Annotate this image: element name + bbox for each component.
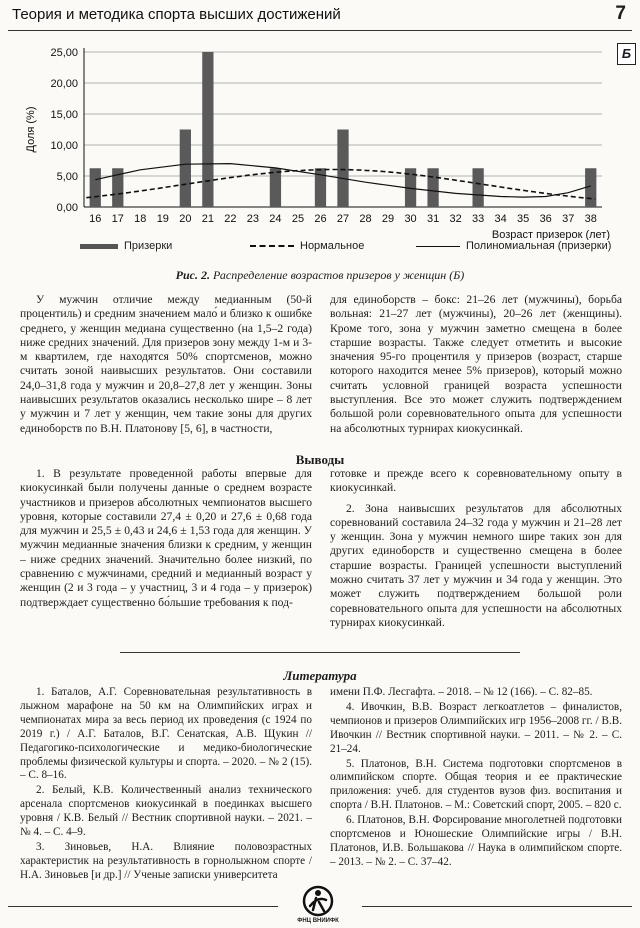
- x-tick-label: 18: [134, 213, 147, 225]
- bar: [202, 52, 213, 207]
- reference-continuation: имени П.Ф. Лесгафта. – 2018. – № 12 (166). – С. 82–85.: [330, 686, 593, 698]
- x-tick-label: 33: [472, 213, 485, 225]
- journal-title: Теория и методика спорта высших достижений: [12, 6, 341, 23]
- bar: [427, 168, 438, 207]
- conclusions-right-column: [330, 467, 622, 630]
- bar: [337, 130, 348, 208]
- x-tick-label: 32: [449, 213, 462, 225]
- y-tick-label: 25,00: [50, 47, 78, 59]
- x-tick-label: 34: [494, 213, 507, 225]
- body-right-column: [330, 293, 622, 436]
- legend-item-normal: [250, 240, 364, 252]
- legend-label-poly: Полиномиальная (призерки): [466, 240, 612, 252]
- x-tick-label: 27: [336, 213, 350, 225]
- x-tick-label: 26: [314, 213, 327, 225]
- x-tick-label: 21: [201, 213, 214, 225]
- conclusion-item-2: 2. Зона наивысших результатов для абсолютных соревнований составила 24–32 года у мужчин и 21–28 лет у женщин. Зона у мужчин немного шире таких зон для других единоборств и существенно смещена в более старшие возрасты. Границей успешности выступлений можно считать 37 лет у мужчин и 34 года у женщин. Это может служить подтверждением большой роли соревновательного опыта для успешности на абсолютных турнирах киокусинкай.: [330, 501, 622, 629]
- reference-item: 6. Платонов, В.Н. Форсирование многолетней подготовки спортсменов и Юношеские Олимпийские игры / В.Н. Платонов, И.В. Большакова // Наука в олимпийском спорте. – 2013. – № 2. – С. 37–42.: [330, 814, 622, 868]
- section-divider: [120, 652, 520, 653]
- legend-dashed-swatch: [250, 245, 294, 247]
- legend-bar-swatch: [80, 244, 118, 249]
- x-tick-label: 35: [517, 213, 530, 225]
- bar: [473, 168, 484, 207]
- conclusions-left-column: [20, 467, 312, 610]
- caption-label: Рис. 2.: [175, 268, 211, 282]
- page-number: 7: [615, 3, 626, 24]
- legend-item-bars: [80, 240, 172, 252]
- bar: [90, 168, 101, 207]
- references-left-column: [20, 686, 312, 884]
- y-tick-label: 15,00: [50, 109, 78, 121]
- references-title: Литература: [283, 668, 357, 683]
- reference-item: 3. Зиновьев, Н.А. Влияние половозрастных характеристик на результативность в горнолыжном спорте / Н.А. Зиновьев [и др.] // Ученые записки университета: [20, 840, 312, 881]
- reference-item: 4. Ивочкин, В.В. Возраст легкоатлетов – финалистов, чемпионов и призеров Олимпийских игр 1956–2008 гг. / В.В. Ивочкин // Вестник спортивной науки. – 2011. – № 2. – С. 21–24.: [330, 700, 622, 755]
- chart-legend: [80, 240, 640, 256]
- reference-item: 5. Платонов, В.Н. Система подготовки спортсменов в олимпийском спорте. Общая теория и ее практические приложения: учеб. для студентов вузов физ. воспитания и спорта / В.Н. Платонов. – М.: Советский спорт, 2005. – 820 с.: [330, 757, 622, 812]
- logo-emblem-icon: [288, 884, 348, 918]
- reference-item: 2. Белый, К.В. Количественный анализ технического арсенала спортсменов киокусинкай в поединках высшего уровня / К.В. Белый // Вестник спортивной науки. – 2021. – № 4. – С. 4–9.: [20, 784, 312, 839]
- x-tick-label: 24: [269, 213, 282, 225]
- x-tick-label: 16: [89, 213, 102, 225]
- institute-logo: [288, 884, 348, 926]
- conclusion-continuation: готовке и прежде всего к соревновательному опыту в киокусинкай.: [330, 467, 622, 495]
- y-axis-label: Доля (%): [25, 106, 37, 153]
- x-tick-label: 31: [426, 213, 440, 225]
- chart-canvas: [8, 32, 632, 240]
- legend-item-poly: [416, 240, 611, 252]
- x-tick-label: 17: [111, 213, 124, 225]
- y-tick-label: 10,00: [50, 140, 78, 152]
- x-tick-label: 25: [291, 213, 305, 225]
- references-right-column: [330, 686, 622, 871]
- x-tick-label: 36: [539, 213, 552, 225]
- x-tick-label: 37: [562, 213, 575, 225]
- body-paragraph: для единоборств – бокс: 21–26 лет (мужчины), борьба вольная: 21–27 лет (мужчины), 20–26 лет (женщины). Кроме того, зона у мужчин заметно смещена в более старшие возрасты. Также следует отметить и высокие значения 95-го процентиля у призеров (возраст, старше которого находится менее 5% призеров), который можно считать условной границей возраста успешности выступления. Все это может служить подтверждением большой роли соревновательного опыта для успешности на абсолютных турнирах киокусинкай.: [330, 293, 622, 435]
- bar: [270, 168, 281, 207]
- y-tick-label: 20,00: [50, 78, 78, 90]
- footer-line-left: [8, 906, 278, 907]
- page-header: [8, 0, 632, 31]
- legend-label-normal: Нормальное: [300, 240, 365, 252]
- chart-panel-letter: Б: [617, 43, 636, 65]
- x-tick-label: 38: [584, 213, 597, 225]
- bar: [180, 130, 191, 208]
- x-axis-label: Возраст призерок (лет): [491, 229, 610, 240]
- conclusion-item-1: 1. В результате проведенной работы впервые для киокусинкай были получены данные о среднем возрасте участников и призеров абсолютных чемпионатов высшего уровня, которые составили 27,4 ± 0,20 и 27,6 ± 0,68 года для мужчин и 25,5 ± 0,43 и 24,6 ± 1,53 года для женщин. У мужчин медианные значения близки к средним, у женщин – ниже средних значений. Значительно более низкий, по сравнению с мужчинами, средний и медианный возраст у женщин (2 и 3 года – у участниц, 3 и 4 года – у призерок) подтверждает существенно бо́льшие требования к под-: [20, 467, 312, 609]
- x-tick-label: 23: [246, 213, 260, 225]
- x-tick-label: 20: [179, 213, 192, 225]
- logo-text: ФНЦ ВНИИФК: [297, 918, 339, 924]
- reference-item: 1. Баталов, А.Г. Соревновательная результативность в лыжном марафоне на 50 км на Олимпийских играх и чемпионатах мира за весь период их проведения (с 1924 по 2019 г.) / А.Г. Баталов, В.Г. Сенатская, А.В. Щукин // Педагогико-психологические и медико-биологические проблемы физической культуры и спорта. – 2020. – № 2 (15). – С. 8–16.: [20, 686, 312, 782]
- y-tick-label: 5,00: [56, 171, 78, 183]
- x-tick-label: 28: [359, 213, 372, 225]
- legend-solid-swatch: [416, 246, 460, 247]
- conclusions-title: Выводы: [295, 452, 345, 467]
- footer-line-right: [362, 906, 632, 907]
- body-left-column: [20, 293, 312, 436]
- legend-label-bars: Призерки: [124, 240, 173, 252]
- figure-caption: [0, 268, 640, 283]
- body-paragraph: У мужчин отличие между медианным (50-й процентиль) и средним значением мало́ и близко к ошибке среднего, у женщин медиана существенно (на 1,5–2 года) ниже средних значений. Для призеров зону между 1-м и 3-м квартилем, где находятся 50% спортсменов, можно считать зоной наивысших результатов. Они составили 24,0–31,8 года у мужчин и 20,8–27,8 лет у женщин. Зоны наивысших результатов оказались несколько шире – 8 лет у мужчин и 7 лет у женщин, чем такие зоны для других единоборств по В.Н. Платонову [5, 6], в частности,: [20, 293, 312, 435]
- x-tick-label: 22: [224, 213, 237, 225]
- caption-text: Распределение возрастов призеров у женщин (Б): [210, 268, 465, 282]
- x-tick-label: 29: [381, 213, 395, 225]
- y-tick-label: 0,00: [56, 202, 78, 214]
- age-distribution-chart: [8, 32, 632, 262]
- x-tick-label: 30: [404, 213, 417, 225]
- x-tick-label: 19: [156, 213, 169, 225]
